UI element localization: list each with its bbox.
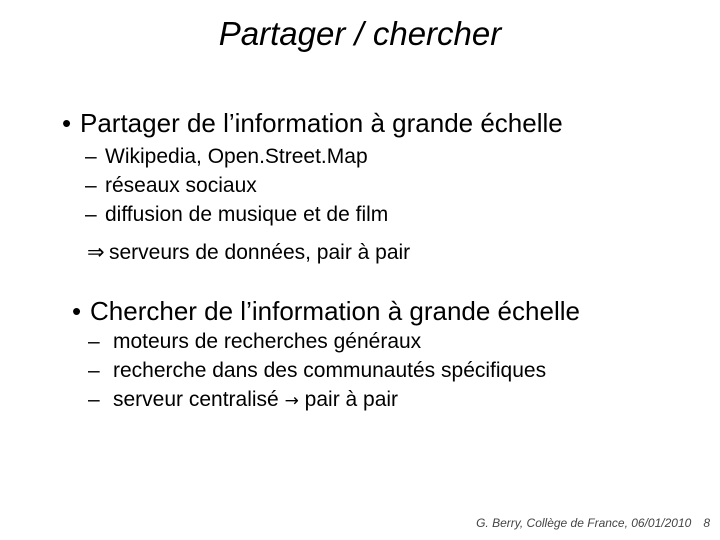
bullet-icon: • bbox=[72, 296, 82, 326]
implies-text: serveurs de données, pair à pair bbox=[109, 241, 411, 264]
dash-icon: – bbox=[88, 388, 100, 411]
list-item-text-after: pair à pair bbox=[304, 388, 399, 411]
dash-icon: – bbox=[88, 359, 100, 382]
search-sublist bbox=[88, 327, 546, 416]
list-item-text-before: serveur centralisé bbox=[113, 388, 279, 411]
list-item bbox=[88, 385, 546, 416]
share-sublist bbox=[85, 142, 388, 229]
bullet-share-heading bbox=[62, 107, 563, 139]
right-arrow-icon: → bbox=[284, 391, 299, 411]
bullet-search-heading bbox=[72, 295, 580, 327]
bullet-text: Chercher de l’information à grande échelle bbox=[90, 296, 580, 326]
slide-title: Partager / chercher bbox=[218, 15, 502, 52]
list-item bbox=[85, 200, 388, 229]
dash-icon: – bbox=[85, 174, 97, 197]
list-item-text: réseaux sociaux bbox=[105, 174, 257, 197]
slide-footer bbox=[476, 516, 710, 530]
implies-arrow-icon: ⇒ bbox=[87, 240, 105, 264]
list-item bbox=[88, 327, 546, 356]
list-item-text: diffusion de musique et de film bbox=[105, 203, 389, 226]
dash-icon: – bbox=[85, 145, 97, 168]
list-item-text: moteurs de recherches généraux bbox=[113, 330, 422, 353]
list-item bbox=[85, 142, 388, 171]
page-number: 8 bbox=[703, 516, 710, 530]
bullet-icon: • bbox=[62, 108, 72, 138]
dash-icon: – bbox=[85, 203, 97, 226]
list-item-text: Wikipedia, Open.Street.Map bbox=[105, 145, 368, 168]
footer-credit: G. Berry, Collège de France, 06/01/2010 bbox=[476, 516, 692, 530]
list-item-text: recherche dans des communautés spécifiques bbox=[113, 359, 547, 382]
bullet-text: Partager de l’information à grande échelle bbox=[80, 108, 563, 138]
list-item bbox=[88, 356, 546, 385]
dash-icon: – bbox=[88, 330, 100, 353]
list-item bbox=[85, 171, 388, 200]
implies-line bbox=[87, 237, 410, 268]
